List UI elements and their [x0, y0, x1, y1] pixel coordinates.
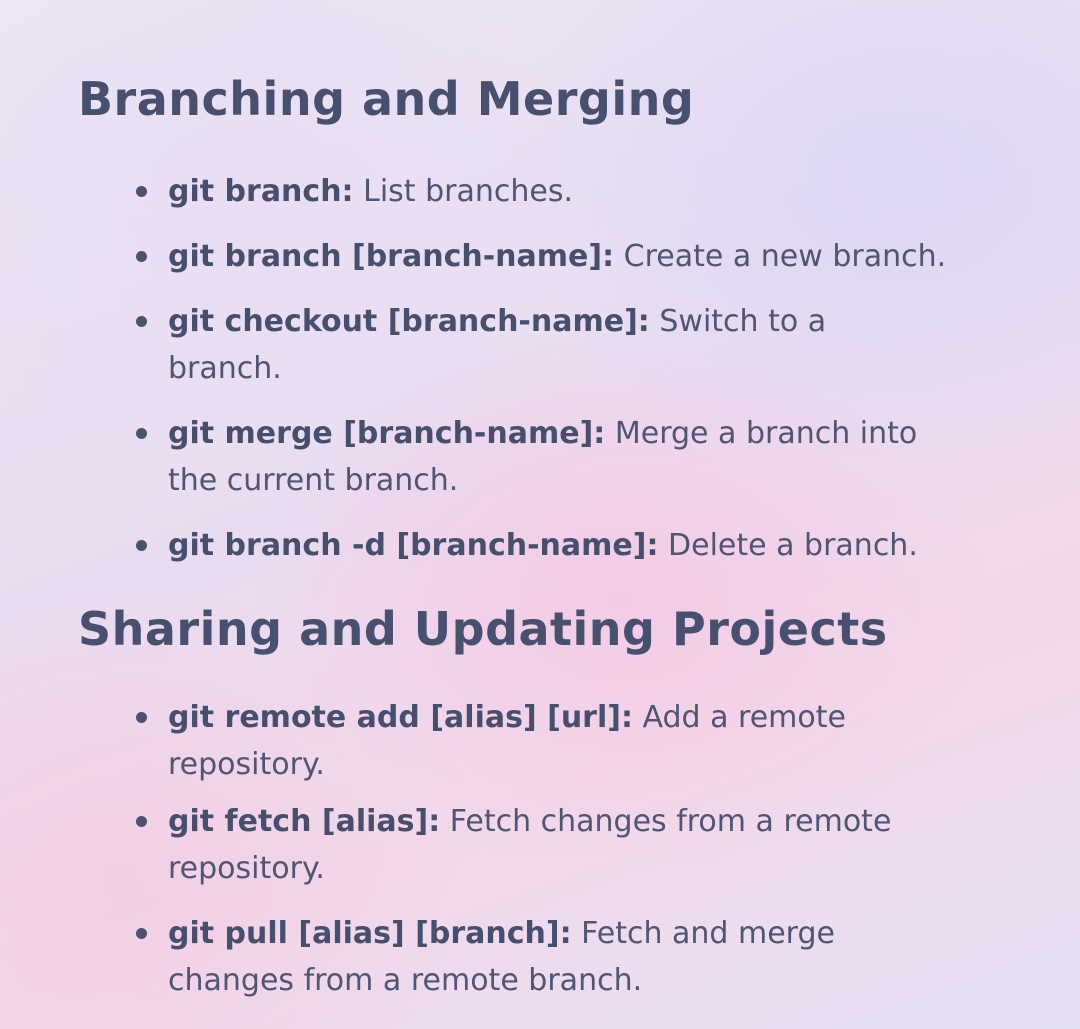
command-description: Create a new branch. [623, 239, 947, 274]
list-item [132, 233, 1012, 280]
command-description: Fetch and merge changes from a remote branch. [168, 916, 835, 998]
list-item [132, 694, 858, 788]
command-text: git branch -d [branch-name]: [168, 528, 659, 563]
list-item [132, 410, 948, 504]
sharing-command-list [132, 694, 1012, 1014]
section-title-sharing-and-updating-projects: Sharing and Updating Projects [78, 602, 888, 656]
command-text: git pull [alias] [branch]: [168, 916, 572, 951]
command-text: git fetch [alias]: [168, 804, 441, 839]
list-item [132, 168, 1012, 215]
bullet-icon [136, 816, 147, 827]
command-description: Switch to a branch. [168, 304, 827, 386]
command-description: Fetch changes from a remote repository. [168, 804, 892, 886]
command-text: git merge [branch-name]: [168, 416, 606, 451]
bullet-icon [136, 428, 147, 439]
bullet-icon [136, 251, 147, 262]
bullet-icon [136, 186, 147, 197]
command-text: git remote add [alias] [url]: [168, 700, 633, 735]
command-description: Delete a branch. [668, 528, 918, 563]
command-description: List branches. [363, 174, 573, 209]
command-text: git branch: [168, 174, 354, 209]
bullet-icon [136, 316, 147, 327]
command-description: Merge a branch into the current branch. [168, 416, 918, 498]
command-text: git branch [branch-name]: [168, 239, 615, 274]
list-item [132, 298, 858, 392]
command-text: git checkout [branch-name]: [168, 304, 650, 339]
bullet-icon [136, 540, 147, 551]
section-title-branching-and-merging: Branching and Merging [78, 72, 695, 126]
list-item [132, 798, 948, 892]
branching-command-list [132, 168, 1012, 587]
bullet-icon [136, 928, 147, 939]
list-item [132, 522, 1012, 569]
bullet-icon [136, 712, 147, 723]
list-item [132, 910, 858, 1004]
command-description: Add a remote repository. [168, 700, 846, 782]
